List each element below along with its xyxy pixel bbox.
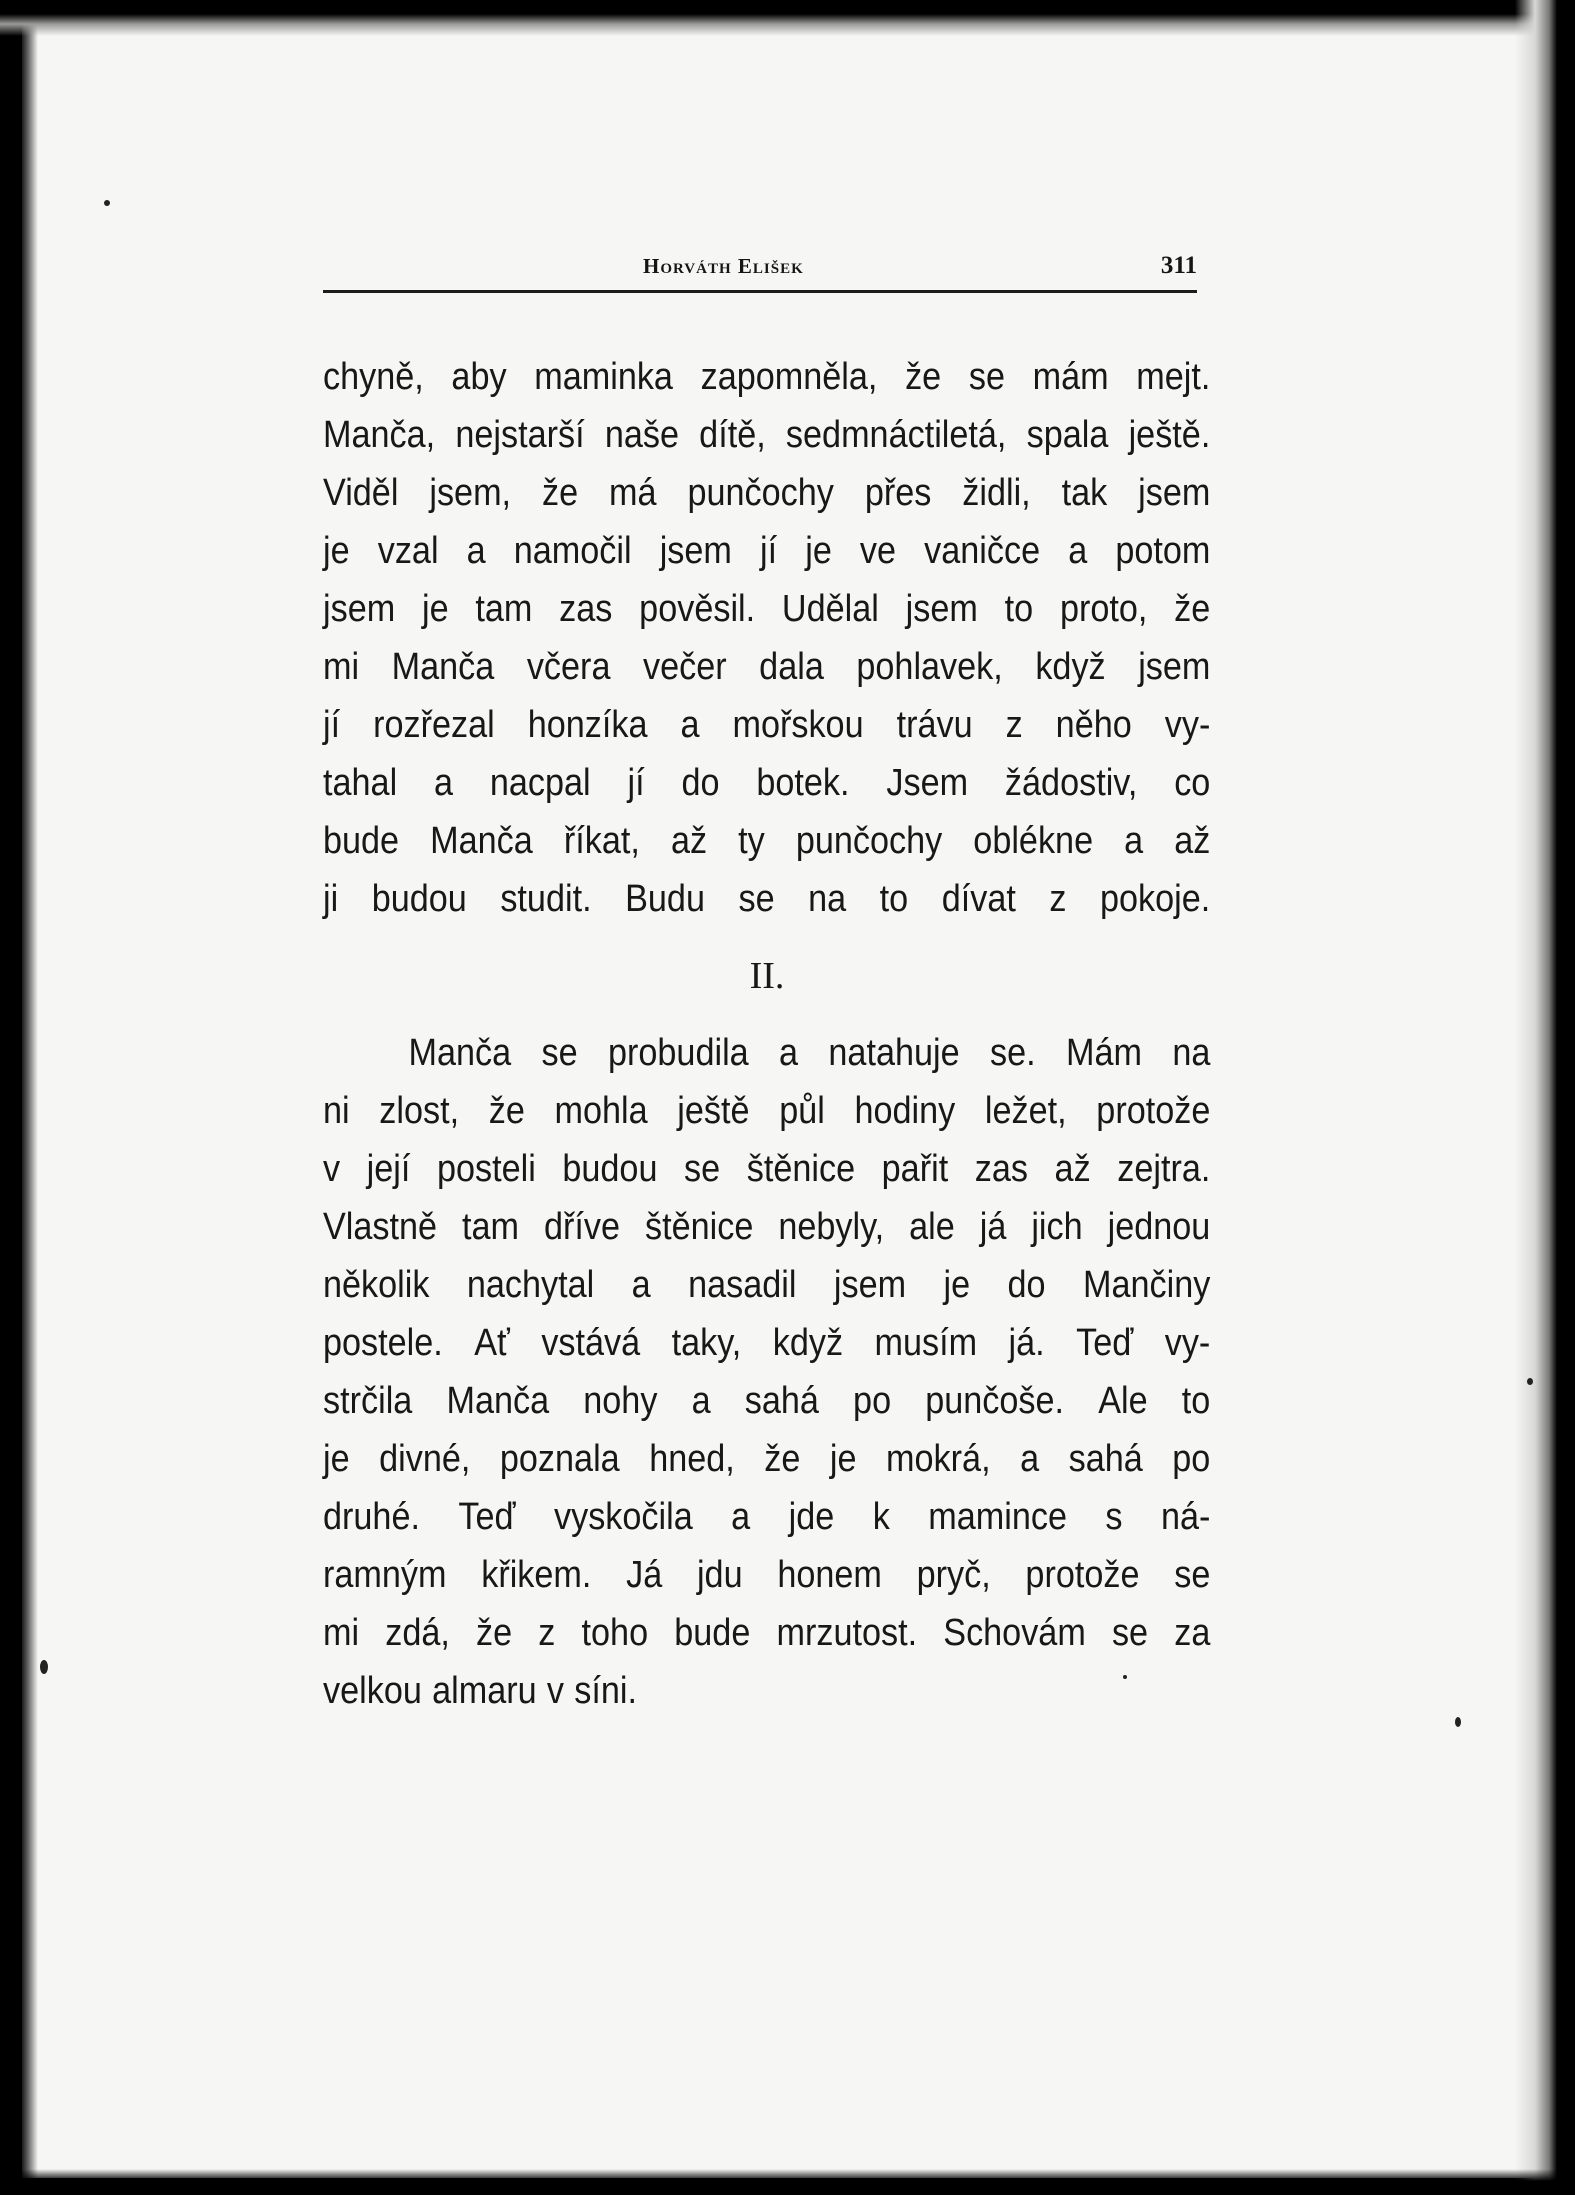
dust-speck bbox=[1455, 1717, 1461, 1727]
word: a bbox=[1068, 530, 1088, 572]
word: dala bbox=[759, 646, 824, 688]
page-header bbox=[323, 250, 1197, 293]
word: a bbox=[631, 1264, 651, 1306]
word: mrzutost. bbox=[776, 1612, 918, 1654]
word: budou bbox=[562, 1148, 658, 1190]
word: mohla bbox=[554, 1090, 648, 1132]
word: jsem bbox=[905, 588, 978, 630]
word: se bbox=[1174, 1554, 1211, 1596]
word: Vlastně bbox=[323, 1206, 438, 1248]
word: Ať bbox=[474, 1322, 510, 1364]
text-line bbox=[323, 696, 1210, 754]
text-line bbox=[323, 754, 1210, 812]
word: Já bbox=[626, 1554, 663, 1596]
word: na bbox=[808, 878, 847, 920]
word: sahá bbox=[744, 1380, 819, 1422]
dust-speck bbox=[40, 1660, 48, 1674]
word: jsem bbox=[659, 530, 732, 572]
word: až bbox=[1174, 820, 1211, 862]
running-title: Horváth Elišek bbox=[643, 254, 804, 278]
word: mokrá, bbox=[886, 1438, 991, 1480]
word: Manča bbox=[391, 646, 495, 688]
word: dívat bbox=[941, 878, 1016, 920]
word: je bbox=[829, 1438, 857, 1480]
word: je bbox=[323, 530, 350, 572]
word: až bbox=[670, 820, 708, 862]
word: dítě, bbox=[699, 414, 766, 456]
word: pařit bbox=[881, 1148, 949, 1190]
word: večer bbox=[643, 646, 727, 688]
word: ramným bbox=[323, 1554, 447, 1596]
word: Udělal bbox=[781, 588, 879, 630]
word: maminka bbox=[534, 356, 673, 398]
text-line bbox=[323, 1082, 1210, 1140]
word: je bbox=[421, 588, 449, 630]
word: její bbox=[366, 1148, 411, 1190]
word: nejstarší bbox=[455, 414, 585, 456]
word: spala bbox=[1026, 414, 1109, 456]
word: probudila bbox=[607, 1032, 749, 1074]
word: Manča bbox=[408, 1032, 512, 1074]
word: Mám bbox=[1065, 1032, 1142, 1074]
word: rozřezal bbox=[373, 704, 495, 746]
word: židli, bbox=[962, 472, 1031, 514]
word: natahuje bbox=[828, 1032, 960, 1074]
paragraph-2 bbox=[323, 1024, 1211, 1720]
word: když bbox=[1035, 646, 1106, 688]
word: síni. bbox=[574, 1670, 637, 1712]
word: a bbox=[691, 1380, 711, 1422]
word: jsem bbox=[1138, 646, 1211, 688]
word: vstává bbox=[541, 1322, 641, 1364]
word: proto, bbox=[1059, 588, 1148, 630]
text-line bbox=[323, 1604, 1210, 1662]
text-line bbox=[323, 870, 1210, 928]
word: tam bbox=[475, 588, 533, 630]
word: hned, bbox=[649, 1438, 735, 1480]
word: ve bbox=[859, 530, 897, 572]
text-line bbox=[323, 1140, 1210, 1198]
word: jednou bbox=[1107, 1206, 1211, 1248]
word: nacpal bbox=[489, 762, 591, 804]
word: z bbox=[538, 1612, 556, 1654]
word: a bbox=[434, 762, 454, 804]
word: dříve bbox=[544, 1206, 621, 1248]
word: zdá, bbox=[385, 1612, 450, 1654]
word: tam bbox=[462, 1206, 520, 1248]
word: se bbox=[1111, 1612, 1149, 1654]
word: sedmnáctiletá, bbox=[785, 414, 1007, 456]
word: punčoše. bbox=[925, 1380, 1065, 1422]
word: Manča bbox=[430, 820, 533, 862]
word: a bbox=[680, 704, 700, 746]
word: naše bbox=[604, 414, 679, 456]
word: musím bbox=[874, 1322, 978, 1364]
word: protože bbox=[1025, 1554, 1140, 1596]
word: studit. bbox=[500, 878, 592, 920]
word: že bbox=[488, 1090, 525, 1132]
word: křikem. bbox=[481, 1554, 592, 1596]
word: přes bbox=[864, 472, 932, 514]
word: strčila bbox=[323, 1380, 413, 1422]
word: jsem bbox=[323, 588, 396, 630]
word: Viděl bbox=[323, 472, 399, 514]
word: Jsem bbox=[886, 762, 969, 804]
word: potom bbox=[1115, 530, 1211, 572]
word: do bbox=[681, 762, 720, 804]
word: pryč, bbox=[916, 1554, 991, 1596]
word: že bbox=[476, 1612, 513, 1654]
word: nasadil bbox=[688, 1264, 797, 1306]
word: včera bbox=[526, 646, 611, 688]
word: a bbox=[1020, 1438, 1040, 1480]
text-line bbox=[323, 1024, 1210, 1082]
word: taky, bbox=[671, 1322, 742, 1364]
book-spine-shadow bbox=[22, 18, 38, 2178]
word: a bbox=[779, 1032, 799, 1074]
word: vzal bbox=[377, 530, 439, 572]
text-line bbox=[323, 1488, 1210, 1546]
text-line bbox=[323, 580, 1210, 638]
word: a bbox=[1124, 820, 1144, 862]
word: jde bbox=[788, 1496, 835, 1538]
text-line bbox=[323, 1372, 1210, 1430]
word: půl bbox=[779, 1090, 825, 1132]
word: se bbox=[684, 1148, 721, 1190]
word: má bbox=[609, 472, 657, 514]
word: v bbox=[546, 1670, 565, 1712]
word: mi bbox=[323, 1612, 360, 1654]
text-line bbox=[323, 1662, 1210, 1720]
word: něho bbox=[1055, 704, 1132, 746]
word: jí bbox=[760, 530, 778, 572]
paragraph-1 bbox=[323, 348, 1211, 928]
word: toho bbox=[581, 1612, 649, 1654]
top-scan-edge bbox=[0, 0, 1575, 36]
word: Ale bbox=[1098, 1380, 1148, 1422]
text-line bbox=[323, 1546, 1210, 1604]
text-line bbox=[323, 1430, 1210, 1488]
word: říkat, bbox=[563, 820, 640, 862]
word: že bbox=[1174, 588, 1211, 630]
body-text bbox=[323, 348, 1211, 1720]
word: vyskočila bbox=[553, 1496, 693, 1538]
text-line bbox=[323, 464, 1210, 522]
word: protože bbox=[1096, 1090, 1211, 1132]
word: a bbox=[466, 530, 486, 572]
word: honzíka bbox=[527, 704, 648, 746]
word: trávu bbox=[896, 704, 973, 746]
word: ty bbox=[738, 820, 765, 862]
word: bude bbox=[674, 1612, 751, 1654]
word: Teď bbox=[1076, 1322, 1134, 1364]
text-line bbox=[323, 406, 1210, 464]
word: zapomněla, bbox=[700, 356, 878, 398]
word: to bbox=[1181, 1380, 1211, 1422]
word: jsem, bbox=[429, 472, 512, 514]
word: sahá bbox=[1068, 1438, 1143, 1480]
word: z bbox=[1049, 878, 1067, 920]
word: zlost, bbox=[379, 1090, 460, 1132]
word: poznala bbox=[499, 1438, 620, 1480]
word: pohlavek, bbox=[856, 646, 1003, 688]
word: Manča bbox=[446, 1380, 550, 1422]
word: mi bbox=[323, 646, 360, 688]
word: vy- bbox=[1164, 704, 1211, 746]
word: vaničce bbox=[924, 530, 1041, 572]
word: ji bbox=[323, 878, 339, 920]
word: zas bbox=[559, 588, 613, 630]
text-line bbox=[323, 1256, 1210, 1314]
word: ale bbox=[909, 1206, 955, 1248]
word: nebyly, bbox=[778, 1206, 885, 1248]
text-line bbox=[323, 522, 1210, 580]
word: mám bbox=[1032, 356, 1109, 398]
word: posteli bbox=[436, 1148, 536, 1190]
word: žádostiv, bbox=[1004, 762, 1138, 804]
word: když bbox=[772, 1322, 844, 1364]
word: ležet, bbox=[984, 1090, 1067, 1132]
word: ještě. bbox=[1128, 414, 1211, 456]
word: jdu bbox=[696, 1554, 743, 1596]
word: za bbox=[1174, 1612, 1211, 1654]
word: štěnice bbox=[746, 1148, 856, 1190]
word: budou bbox=[371, 878, 467, 920]
word: botek. bbox=[756, 762, 850, 804]
word: zas bbox=[974, 1148, 1028, 1190]
word: v bbox=[323, 1148, 341, 1190]
word: jsem bbox=[833, 1264, 907, 1306]
word: nohy bbox=[583, 1380, 658, 1422]
word: ni bbox=[323, 1090, 350, 1132]
word: štěnice bbox=[645, 1206, 754, 1248]
dust-speck bbox=[104, 200, 110, 206]
word: k bbox=[872, 1496, 890, 1538]
word: mamince bbox=[928, 1496, 1067, 1538]
word: jí bbox=[323, 704, 341, 746]
word: almaru bbox=[432, 1670, 537, 1712]
word: honem bbox=[777, 1554, 882, 1596]
word: Teď bbox=[458, 1496, 516, 1538]
word: že bbox=[541, 472, 579, 514]
word: Budu bbox=[625, 878, 705, 920]
word: že bbox=[764, 1438, 801, 1480]
text-line bbox=[323, 638, 1210, 696]
text-line bbox=[323, 1314, 1210, 1372]
word: se. bbox=[989, 1032, 1036, 1074]
word: chyně, bbox=[323, 356, 424, 398]
word: Manča, bbox=[323, 414, 436, 456]
page-number: 311 bbox=[1160, 252, 1197, 279]
word: nachytal bbox=[466, 1264, 595, 1306]
word: já. bbox=[1008, 1322, 1045, 1364]
text-line bbox=[323, 348, 1210, 406]
word: velkou bbox=[323, 1670, 422, 1712]
word: se bbox=[968, 356, 1005, 398]
word: ná- bbox=[1160, 1496, 1211, 1538]
word: punčochy bbox=[795, 820, 943, 862]
word: několik bbox=[323, 1264, 430, 1306]
word: jich bbox=[1031, 1206, 1083, 1248]
right-scan-edge bbox=[1515, 0, 1575, 2195]
word: pověsil. bbox=[639, 588, 756, 630]
word: to bbox=[1004, 588, 1034, 630]
word: do bbox=[1007, 1264, 1046, 1306]
word: Schovám bbox=[943, 1612, 1086, 1654]
word: tak bbox=[1061, 472, 1108, 514]
word: to bbox=[879, 878, 909, 920]
dust-speck bbox=[1527, 1378, 1533, 1385]
word: mejt. bbox=[1136, 356, 1211, 398]
word: postele. bbox=[323, 1322, 443, 1364]
word: mořskou bbox=[732, 704, 864, 746]
word: tahal bbox=[323, 762, 398, 804]
word: až bbox=[1054, 1148, 1091, 1190]
word: je bbox=[805, 530, 832, 572]
word: se bbox=[738, 878, 775, 920]
word: Mančiny bbox=[1082, 1264, 1211, 1306]
word: se bbox=[541, 1032, 578, 1074]
word: druhé. bbox=[323, 1496, 420, 1538]
word: zejtra. bbox=[1117, 1148, 1211, 1190]
text-line bbox=[323, 1198, 1210, 1256]
word: punčochy bbox=[687, 472, 834, 514]
word: divné, bbox=[379, 1438, 471, 1480]
word: je bbox=[323, 1438, 350, 1480]
word: vy- bbox=[1164, 1322, 1211, 1364]
word: bude bbox=[323, 820, 400, 862]
word: hodiny bbox=[854, 1090, 956, 1132]
word: namočil bbox=[513, 530, 632, 572]
word: ještě bbox=[677, 1090, 750, 1132]
word: s bbox=[1105, 1496, 1123, 1538]
text-line bbox=[323, 812, 1210, 870]
word: co bbox=[1174, 762, 1211, 804]
word: a bbox=[731, 1496, 751, 1538]
word: jí bbox=[627, 762, 645, 804]
word: jsem bbox=[1138, 472, 1211, 514]
word: na bbox=[1172, 1032, 1211, 1074]
word: aby bbox=[451, 356, 507, 398]
word: po bbox=[853, 1380, 892, 1422]
bottom-scan-edge bbox=[0, 2169, 1575, 2195]
word: z bbox=[1005, 704, 1023, 746]
word: po bbox=[1172, 1438, 1211, 1480]
word: že bbox=[905, 356, 942, 398]
word: já bbox=[979, 1206, 1007, 1248]
word: obléknе bbox=[973, 820, 1094, 862]
word: pokoje. bbox=[1099, 878, 1211, 920]
section-heading: II. bbox=[749, 955, 785, 997]
word: je bbox=[943, 1264, 971, 1306]
